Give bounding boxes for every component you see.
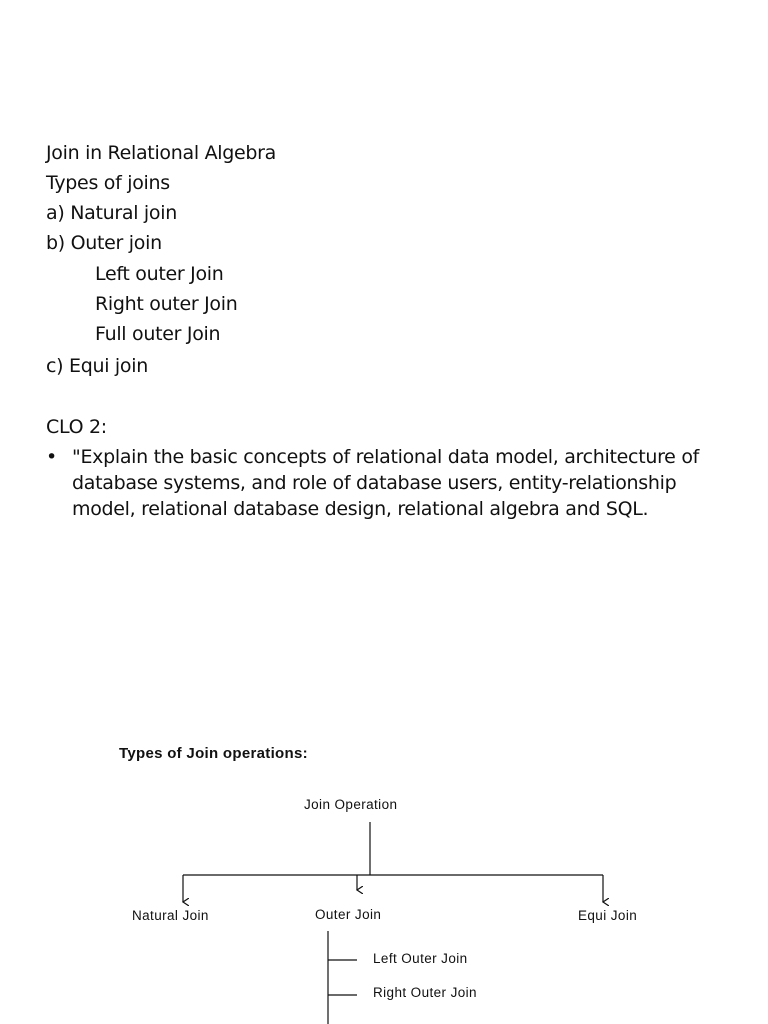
outer-join-item: b) Outer join xyxy=(46,232,162,254)
document-title: Join in Relational Algebra xyxy=(46,142,277,164)
clo-heading: CLO 2: xyxy=(46,416,107,438)
outer-join-node: Outer Join xyxy=(315,907,382,922)
join-types-diagram xyxy=(100,735,680,1024)
types-of-joins-label: Types of joins xyxy=(46,172,170,194)
equi-join-item: c) Equi join xyxy=(46,355,148,377)
equi-join-node: Equi Join xyxy=(578,908,638,923)
bullet-icon: • xyxy=(46,446,57,468)
natural-join-item: a) Natural join xyxy=(46,202,177,224)
right-outer-join-node: Right Outer Join xyxy=(373,985,477,1000)
full-outer-join-item: Full outer Join xyxy=(95,323,221,345)
left-outer-join-item: Left outer Join xyxy=(95,263,224,285)
right-outer-join-item: Right outer Join xyxy=(95,293,238,315)
root-node-label: Join Operation xyxy=(304,797,398,812)
clo-description: "Explain the basic concepts of relational data model, architecture of database systems, and role of database users, entity-relationship model, relational database design, relational algebra and SQL. xyxy=(72,446,700,520)
diagram-heading: Types of Join operations: xyxy=(119,745,308,762)
left-outer-join-node: Left Outer Join xyxy=(373,951,468,966)
natural-join-node: Natural Join xyxy=(132,908,209,923)
diagram-connectors xyxy=(100,735,680,1024)
